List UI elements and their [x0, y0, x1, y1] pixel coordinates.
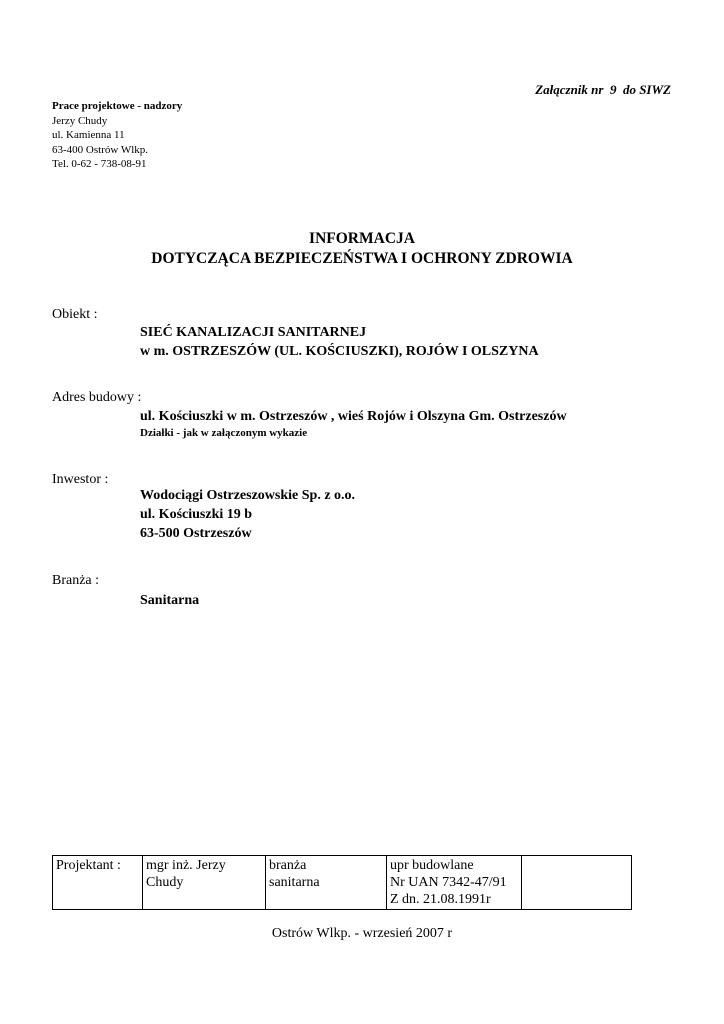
- investor-street: ul. Kościuszki 19 b: [140, 507, 253, 522]
- organization-city: 63-400 Ostrów Wlkp.: [52, 143, 149, 156]
- signature-table-row: [53, 856, 632, 910]
- license-line3: Z dn. 21.08.1991r: [390, 892, 491, 907]
- role-label: Projektant :: [56, 858, 121, 873]
- investor-label: Inwestor :: [52, 472, 109, 487]
- organization-name: Jerzy Chudy: [52, 114, 108, 127]
- investor-name: Wodociągi Ostrzeszowskie Sp. z o.o.: [140, 488, 356, 503]
- address-value: ul. Kościuszki w m. Ostrzeszów , wieś Rojów i Olszyna Gm. Ostrzeszów: [140, 409, 567, 424]
- designer-cell: [143, 856, 266, 910]
- branch-label: Branża :: [52, 573, 100, 588]
- object-label: Obiekt :: [52, 307, 98, 322]
- branch-value: Sanitarna: [140, 593, 200, 608]
- organization-block: [52, 99, 182, 172]
- license-line2: Nr UAN 7342-47/91: [390, 875, 507, 890]
- investor-city: 63-500 Ostrzeszów: [140, 526, 252, 541]
- footer-place-date: Ostrów Wlkp. - wrzesień 2007 r: [271, 926, 453, 941]
- signature-cell: [522, 856, 632, 910]
- designer-line1: mgr inż. Jerzy: [146, 858, 226, 873]
- document-title: [0, 229, 724, 269]
- license-cell: [387, 856, 522, 910]
- organization-phone: Tel. 0-62 - 738-08-91: [52, 158, 147, 170]
- document-title-line2: DOTYCZĄCA BEZPIECZEŃSTWA I OCHRONY ZDROWIA: [151, 250, 573, 267]
- designer-line2: Chudy: [146, 875, 184, 890]
- document-title-line1: INFORMACJA: [309, 230, 415, 247]
- object-line2: w m. OSTRZESZÓW (UL. KOŚCIUSZKI), ROJÓW I OLSZYNA: [140, 344, 539, 359]
- organization-street: ul. Kamienna 11: [52, 129, 125, 141]
- object-value: [140, 323, 539, 361]
- branch-line1: branża: [269, 858, 307, 873]
- attachment-label: Załącznik nr 9 do SIWZ: [535, 82, 671, 97]
- object-line1: SIEĆ KANALIZACJI SANITARNEJ: [140, 325, 367, 340]
- license-line1: upr budowlane: [390, 858, 474, 873]
- role-cell: [53, 856, 143, 910]
- investor-value: [140, 486, 355, 543]
- signature-table: [52, 855, 632, 910]
- branch-line2: sanitarna: [269, 875, 320, 890]
- address-note: Działki - jak w załączonym wykazie: [140, 427, 308, 439]
- branch-cell: [266, 856, 387, 910]
- organization-title: Prace projektowe - nadzory: [52, 100, 183, 112]
- address-label: Adres budowy :: [52, 390, 142, 405]
